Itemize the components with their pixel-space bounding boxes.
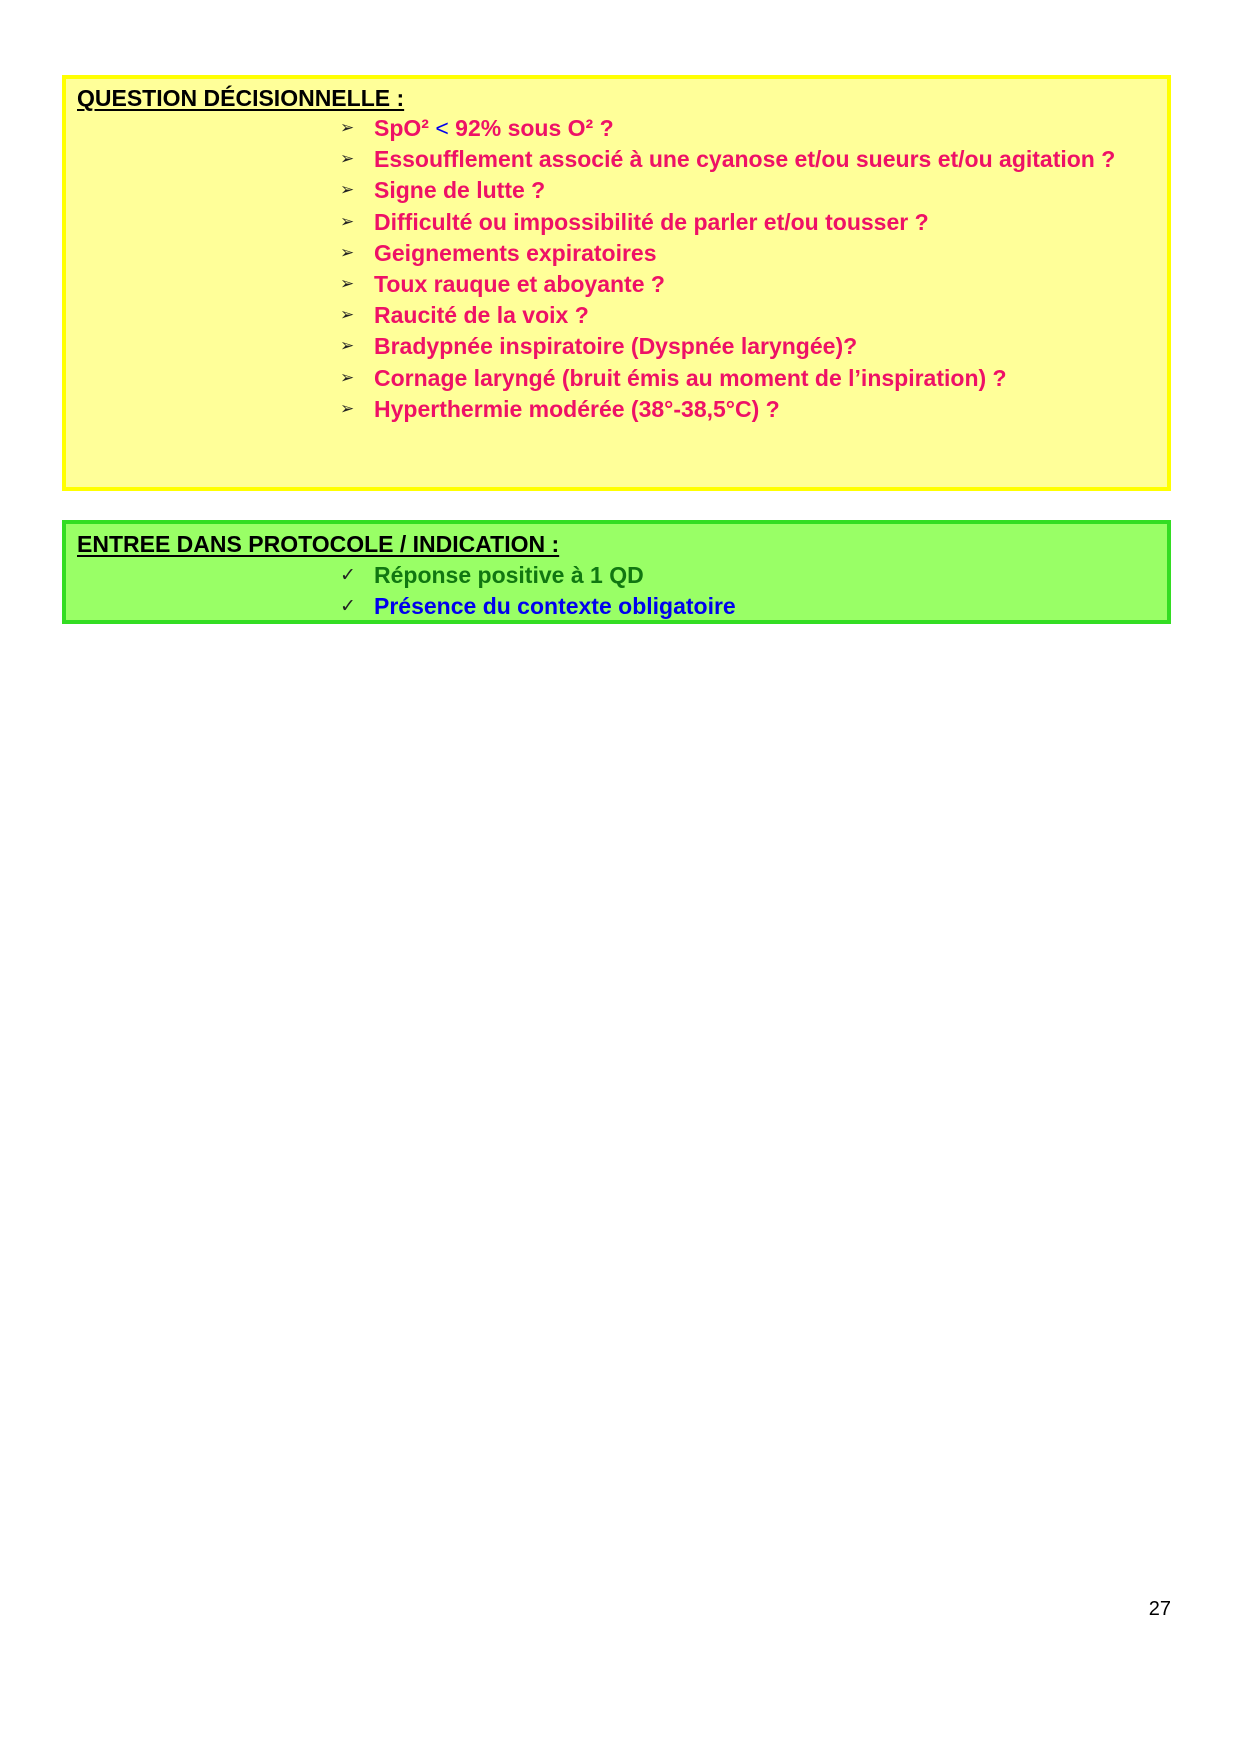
question-box-title: QUESTION DÉCISIONNELLE :: [77, 85, 405, 111]
list-item: [340, 144, 1115, 175]
list-item: [340, 113, 1115, 144]
item-text-suffix: 92% sous O² ?: [448, 115, 614, 141]
item-text: Difficulté ou impossibilité de parler et/ou tousser ?: [374, 208, 929, 235]
arrow-bullet-icon: ➢: [340, 274, 355, 295]
indication-list: [340, 560, 736, 622]
list-item: [340, 363, 1115, 394]
item-text: Essoufflement associé à une cyanose et/ou sueurs et/ou agitation ?: [374, 146, 1116, 173]
item-text: Réponse positive à 1 QD: [374, 562, 644, 588]
item-text: Présence du contexte obligatoire: [374, 593, 736, 620]
list-item: [340, 560, 736, 591]
question-decisionnelle-box: [62, 75, 1171, 491]
arrow-bullet-icon: ➢: [340, 336, 355, 357]
item-text: Hyperthermie modérée (38°-38,5°C) ?: [374, 395, 780, 422]
arrow-bullet-icon: ➢: [340, 242, 355, 263]
indication-box: [62, 520, 1171, 624]
arrow-bullet-icon: ➢: [340, 118, 355, 138]
list-item: [340, 175, 1115, 206]
item-text: Signe de lutte ?: [374, 177, 546, 204]
question-list: [340, 113, 1115, 425]
item-text: Cornage laryngé (bruit émis au moment de l’inspiration) ?: [374, 364, 1007, 391]
arrow-bullet-icon: ➢: [340, 149, 355, 170]
item-text: Geignements expiratoires: [374, 239, 657, 266]
arrow-bullet-icon: ➢: [340, 398, 355, 419]
item-text-prefix: SpO²: [374, 115, 436, 141]
list-item: [340, 238, 1115, 269]
list-item: [340, 300, 1115, 331]
checkmark-icon: ✓: [340, 595, 356, 618]
arrow-bullet-icon: ➢: [340, 180, 355, 201]
item-text: Bradypnée inspiratoire (Dyspnée laryngée)?: [374, 333, 858, 360]
indication-box-title: ENTREE DANS PROTOCOLE / INDICATION :: [77, 531, 560, 557]
arrow-bullet-icon: ➢: [340, 211, 355, 232]
checkmark-icon: ✓: [340, 564, 356, 586]
item-text: Toux rauque et aboyante ?: [374, 271, 665, 298]
item-text: Raucité de la voix ?: [374, 302, 589, 329]
list-item: [340, 591, 736, 622]
page-number: 27: [1148, 1598, 1171, 1620]
less-than-symbol: <: [435, 115, 449, 141]
list-item: [340, 394, 1115, 425]
list-item: [340, 331, 1115, 362]
arrow-bullet-icon: ➢: [340, 367, 355, 388]
list-item: [340, 207, 1115, 238]
list-item: [340, 269, 1115, 300]
arrow-bullet-icon: ➢: [340, 305, 355, 326]
